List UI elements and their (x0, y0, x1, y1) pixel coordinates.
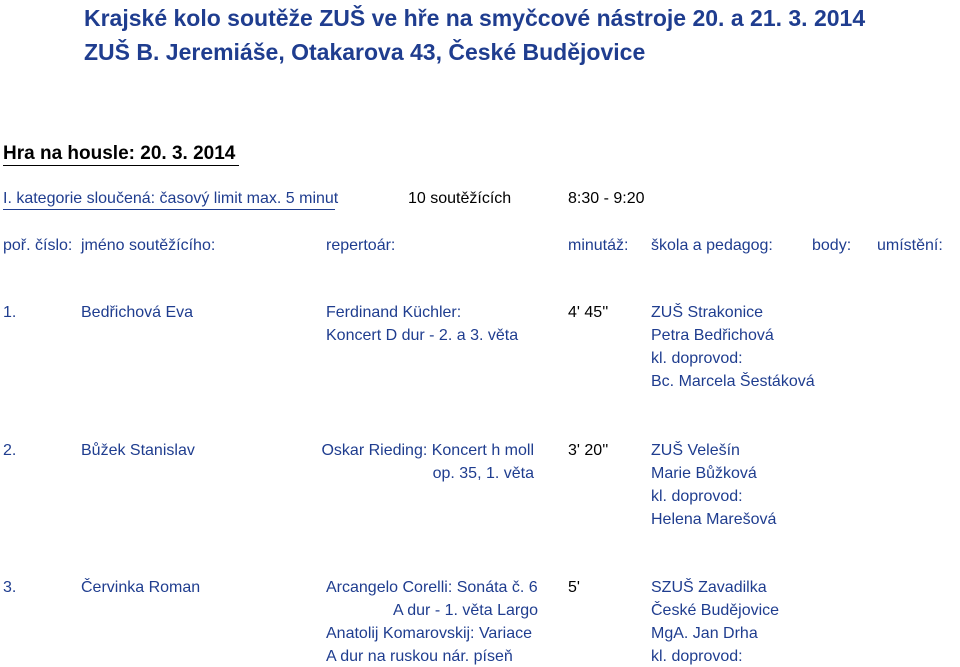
entry-school-line: kl. doprovod: (651, 350, 743, 367)
entry-school-line: ZUŠ Strakonice (651, 304, 764, 321)
entry-name: Bedřichová Eva (81, 304, 194, 321)
entry-school-line: České Budějovice (651, 602, 780, 619)
entry-duration: 4' 45'' (568, 304, 609, 321)
category-label: I. kategorie sloučená: časový limit max. 5 minut (3, 190, 339, 207)
column-header-repertoire: repertoár: (326, 237, 396, 254)
entry-name: Bůžek Stanislav (81, 442, 195, 459)
entry-repertoire-line: op. 35, 1. věta (432, 465, 534, 482)
entry-repertoire-line: Oskar Rieding: Koncert h moll (321, 442, 534, 459)
entry-repertoire-line: Koncert D dur - 2. a 3. věta (326, 327, 519, 344)
entry-number: 1. (3, 304, 17, 321)
column-header-school: škola a pedagog: (651, 237, 773, 254)
entry-repertoire-line: Arcangelo Corelli: Sonáta č. 6 (326, 579, 538, 596)
entry-school-line: Petra Bedřichová (651, 327, 774, 344)
entry-repertoire-line: Anatolij Komarovskij: Variace (326, 625, 533, 642)
competitor-count: 10 soutěžících (408, 190, 512, 207)
column-header-duration: minutáž: (568, 237, 629, 254)
entry-school-line: SZUŠ Zavadilka (651, 579, 767, 596)
entry-duration: 5' (568, 579, 580, 596)
entry-school-line: kl. doprovod: (651, 488, 743, 505)
column-header-name: jméno soutěžícího: (81, 237, 216, 254)
entry-school-line: Bc. Marcela Šestáková (651, 373, 815, 390)
section-title: Hra na housle: 20. 3. 2014 (3, 143, 236, 164)
entry-school-line: ZUŠ Velešín (651, 442, 740, 459)
entry-school-line: MgA. Jan Drha (651, 625, 758, 642)
section-title-underline (3, 165, 239, 166)
document-subtitle: ZUŠ B. Jeremiáše, Otakarova 43, České Budějovice (84, 39, 646, 65)
entry-repertoire-line: A dur na ruskou nár. píseň (326, 648, 513, 665)
entry-number: 2. (3, 442, 17, 459)
entry-school-line: Marie Bůžková (651, 465, 757, 482)
column-header-number: poř. číslo: (3, 237, 73, 254)
entry-school-line: Helena Marešová (651, 511, 777, 528)
entry-repertoire-line: A dur - 1. věta Largo (393, 602, 538, 619)
time-range: 8:30 - 9:20 (568, 190, 645, 207)
entry-name: Červinka Roman (81, 579, 201, 596)
category-underline (3, 209, 335, 210)
entry-duration: 3' 20'' (568, 442, 609, 459)
document-title: Krajské kolo soutěže ZUŠ ve hře na smyčcové nástroje 20. a 21. 3. 2014 (84, 5, 866, 31)
column-header-place: umístění: (877, 237, 943, 254)
entry-repertoire-line: Ferdinand Küchler: (326, 304, 462, 321)
entry-school-line: kl. doprovod: (651, 648, 743, 665)
entry-number: 3. (3, 579, 17, 596)
column-header-points: body: (812, 237, 852, 254)
